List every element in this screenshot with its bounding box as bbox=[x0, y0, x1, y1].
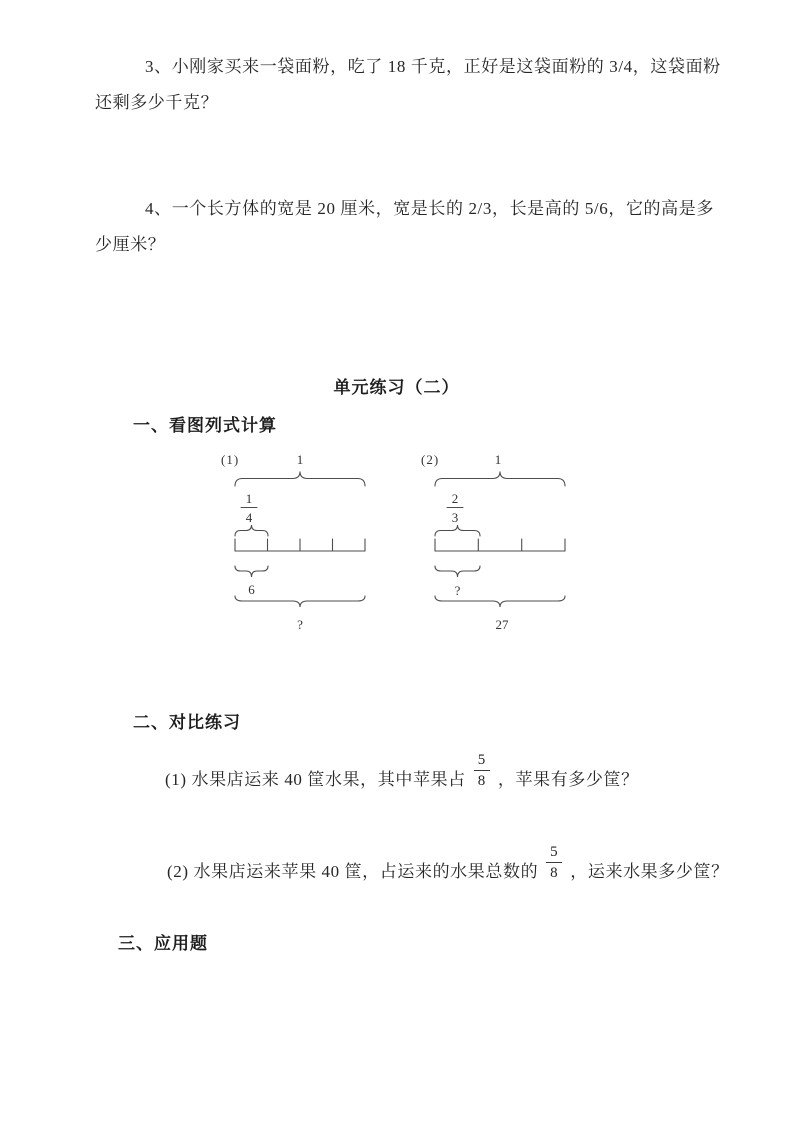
problem-4-line-1: 4、一个长方体的宽是 20 厘米，宽是长的 2/3，长是高的 5/6，它的高是多 bbox=[145, 199, 714, 218]
diagram-2-bar bbox=[435, 539, 565, 551]
comparison-problem-2-text-after: ，运来水果多少筐？ bbox=[570, 862, 729, 881]
fraction-numerator: 5 bbox=[550, 844, 559, 860]
diagram-1-top-brace bbox=[235, 472, 365, 487]
diagram-1-total-value: ? bbox=[297, 617, 303, 632]
diagram-2-top-brace bbox=[435, 472, 565, 487]
diagram-1-fraction bbox=[241, 491, 257, 525]
diagram-1-fraction-denominator: 4 bbox=[245, 510, 253, 525]
comparison-problem-2-fraction bbox=[546, 843, 562, 882]
diagram-2-total-value: 27 bbox=[495, 617, 509, 632]
bar-model-diagram-2 bbox=[415, 448, 585, 640]
diagram-1-part-value: 6 bbox=[248, 582, 255, 597]
diagram-2-fraction-denominator: 3 bbox=[451, 510, 459, 525]
fraction-numerator: 5 bbox=[477, 752, 486, 768]
problem-4-line-2: 少厘米？ bbox=[95, 235, 166, 254]
bar-model-diagram-1 bbox=[215, 448, 385, 640]
diagram-1-whole-label: 1 bbox=[296, 452, 304, 467]
problem-3-line-2: 还剩多少千克？ bbox=[95, 93, 219, 112]
diagram-2-part-bottom-brace bbox=[435, 566, 480, 577]
section-1-heading: 一、看图列式计算 bbox=[133, 416, 277, 436]
comparison-problem-2-text-before: (2) 水果店运来苹果 40 筐，占运来的水果总数的 bbox=[167, 862, 539, 881]
problem-3-line-1: 3、小刚家买来一袋面粉，吃了 18 千克，正好是这袋面粉的 3/4，这袋面粉 bbox=[145, 57, 721, 76]
fraction-denominator: 8 bbox=[474, 770, 490, 790]
comparison-problem-2 bbox=[167, 840, 729, 882]
comparison-problem-1 bbox=[165, 748, 639, 790]
diagram-2-fraction-numerator: 2 bbox=[451, 491, 459, 506]
page-title: 单元练习（二） bbox=[333, 378, 460, 398]
diagram-1-part-bottom-brace bbox=[235, 566, 268, 577]
diagram-1-total-brace bbox=[235, 596, 365, 607]
diagram-2-fraction bbox=[447, 491, 463, 525]
diagram-2-label: (2) bbox=[421, 452, 440, 467]
comparison-problem-1-text-before: (1) 水果店运来 40 筐水果，其中苹果占 bbox=[165, 770, 466, 789]
diagram-2-part-top-brace bbox=[435, 525, 480, 536]
diagram-1-label: (1) bbox=[221, 452, 240, 467]
section-2-heading: 二、对比练习 bbox=[133, 713, 241, 733]
section-3-heading: 三、应用题 bbox=[118, 934, 208, 954]
diagram-1-bar bbox=[235, 539, 365, 551]
comparison-problem-1-fraction bbox=[474, 751, 490, 790]
diagram-1-part-top-brace bbox=[235, 525, 268, 536]
diagram-2-whole-label: 1 bbox=[494, 452, 502, 467]
comparison-problem-1-text-after: ，苹果有多少筐？ bbox=[497, 770, 639, 789]
diagram-1-fraction-numerator: 1 bbox=[245, 491, 253, 506]
diagram-2-part-value: ? bbox=[454, 583, 461, 598]
fraction-denominator: 8 bbox=[546, 862, 562, 882]
